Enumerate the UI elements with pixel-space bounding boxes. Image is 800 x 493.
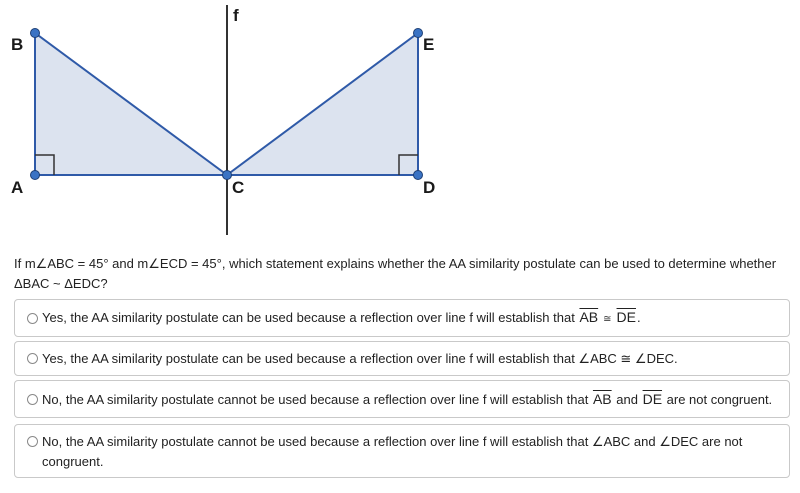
radio-button[interactable]	[27, 353, 38, 364]
radio-button[interactable]	[27, 436, 38, 447]
point-a	[31, 171, 40, 180]
option-1-suffix: .	[636, 309, 641, 325]
answer-option-4[interactable]	[14, 424, 790, 478]
point-b	[31, 29, 40, 38]
triangle-edc	[227, 33, 418, 175]
option-3-text	[42, 389, 772, 410]
congruent-symbol: ≅	[603, 313, 612, 325]
point-c	[223, 171, 232, 180]
option-3-prefix: No, the AA similarity postulate cannot be used because a reflection over line f will establish that	[42, 391, 589, 407]
segment-ab: $\overline{AB}$	[579, 308, 599, 325]
option-4-text: No, the AA similarity postulate cannot be used because a reflection over line f will establish that ∠ABC and ∠DEC are not congruent.	[42, 434, 743, 469]
answer-option-3[interactable]	[14, 380, 790, 418]
option-1-text	[42, 307, 641, 330]
segment-de: $\overline{DE}$	[642, 390, 663, 407]
label-d: D	[423, 178, 436, 197]
segment-ab: $\overline{AB}$	[592, 390, 612, 407]
option-3-suffix: are not congruent.	[666, 391, 773, 407]
triangle-figure	[0, 0, 800, 245]
answer-option-2[interactable]	[14, 341, 790, 376]
option-2-text: Yes, the AA similarity postulate can be used because a reflection over line f will establish that ∠ABC ≅ ∠DEC.	[42, 350, 678, 366]
label-b: B	[11, 35, 24, 54]
radio-button[interactable]	[27, 313, 38, 324]
triangle-bac	[35, 33, 227, 175]
label-c: C	[232, 178, 245, 197]
point-e	[414, 29, 423, 38]
radio-button[interactable]	[27, 394, 38, 405]
option-1-prefix: Yes, the AA similarity postulate can be used because a reflection over line f will establish that	[42, 309, 575, 325]
segment-de: $\overline{DE}$	[616, 308, 636, 325]
line-f-label: f	[233, 6, 239, 25]
option-3-mid: and	[616, 391, 638, 407]
answer-option-1[interactable]	[14, 299, 790, 337]
label-e: E	[423, 35, 435, 54]
point-d	[414, 171, 423, 180]
label-a: A	[11, 178, 24, 197]
question-text: If m∠ABC = 45° and m∠ECD = 45°, which statement explains whether the AA similarity postulate can be used to determine whether ΔBAC ~ ΔEDC?	[14, 256, 777, 291]
